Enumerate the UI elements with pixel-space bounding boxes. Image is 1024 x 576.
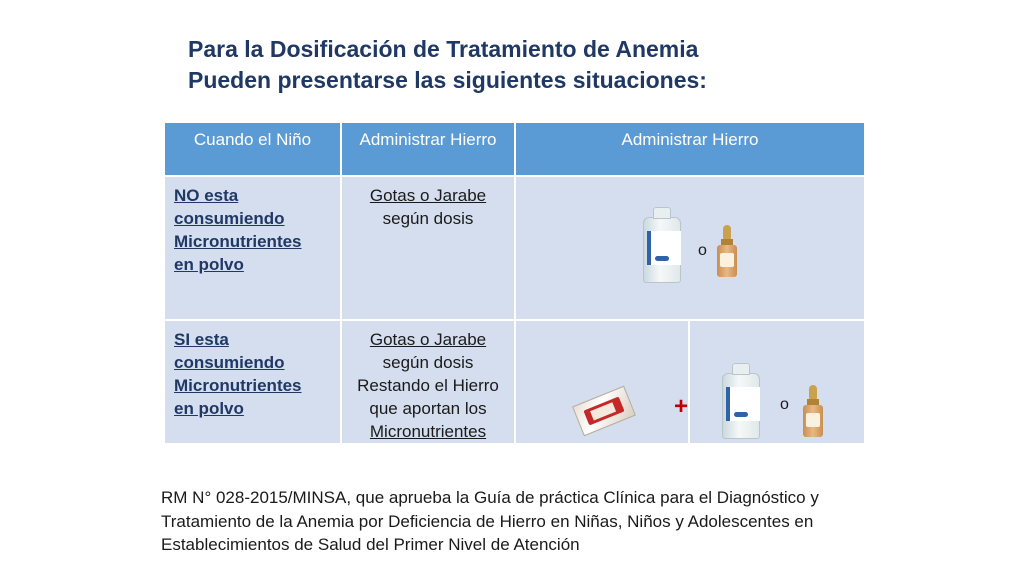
row1-condition-line: en polvo: [174, 255, 244, 274]
row2-sachet-cell: [516, 321, 688, 443]
row2-dose: [342, 321, 514, 443]
micronutrient-sachet-icon: [572, 386, 636, 437]
footer-line-2: Tratamiento de la Anemia por Deficiencia de Hierro en Niñas, Niños y Adolescentes en: [161, 511, 814, 531]
row2-condition-line: consumiendo: [174, 353, 285, 372]
row1-condition-line: consumiendo: [174, 209, 285, 228]
title-line-2: Pueden presentarse las siguientes situaciones:: [188, 67, 707, 93]
row1-condition-line: Micronutrientes: [174, 232, 302, 251]
row2-dose-line: que aportan los: [369, 399, 487, 418]
footer-line-1: RM N° 028-2015/MINSA, que aprueba la Guía de práctica Clínica para el Diagnóstico y: [161, 488, 819, 507]
row2-dose-line: según dosis: [382, 353, 474, 372]
syrup-bottle-icon: [722, 373, 760, 439]
dosage-table: [165, 123, 864, 443]
slide-title: [188, 34, 948, 96]
row2-dose-line: Micronutrientes: [369, 422, 487, 441]
footer-line-3: Establecimientos de Salud del Primer Nivel de Atención: [161, 535, 580, 554]
syrup-bottle-icon: [643, 217, 681, 283]
row2-condition: [165, 321, 340, 443]
header-administrar-hierro-2: Administrar Hierro: [516, 123, 864, 175]
row2-condition-line: Micronutrientes: [174, 376, 302, 395]
row2-condition-line: SI esta: [174, 330, 229, 349]
row1-condition: [165, 177, 340, 319]
row1-dose-line: según dosis: [382, 209, 474, 228]
row2-iron-cell: [690, 321, 864, 443]
drops-vial-icon: [716, 225, 738, 277]
footer-reference: [161, 486, 861, 557]
row1-dose: [342, 177, 514, 319]
row1-dose-line: Gotas o Jarabe: [369, 186, 487, 205]
title-line-1: Para la Dosificación de Tratamiento de Anemia: [188, 36, 699, 62]
row1-product-images: [516, 177, 864, 319]
row1-condition-line: NO esta: [174, 186, 239, 205]
row2-dose-line: Restando el Hierro: [357, 376, 499, 395]
plus-sign: +: [674, 393, 689, 420]
header-cuando-nino: Cuando el Niño: [165, 123, 340, 175]
or-label: o: [780, 396, 789, 413]
header-administrar-hierro-1: Administrar Hierro: [342, 123, 514, 175]
drops-vial-icon: [802, 385, 824, 437]
or-label: o: [698, 242, 707, 259]
row2-dose-line: Gotas o Jarabe: [369, 330, 487, 349]
row2-condition-line: en polvo: [174, 399, 244, 418]
